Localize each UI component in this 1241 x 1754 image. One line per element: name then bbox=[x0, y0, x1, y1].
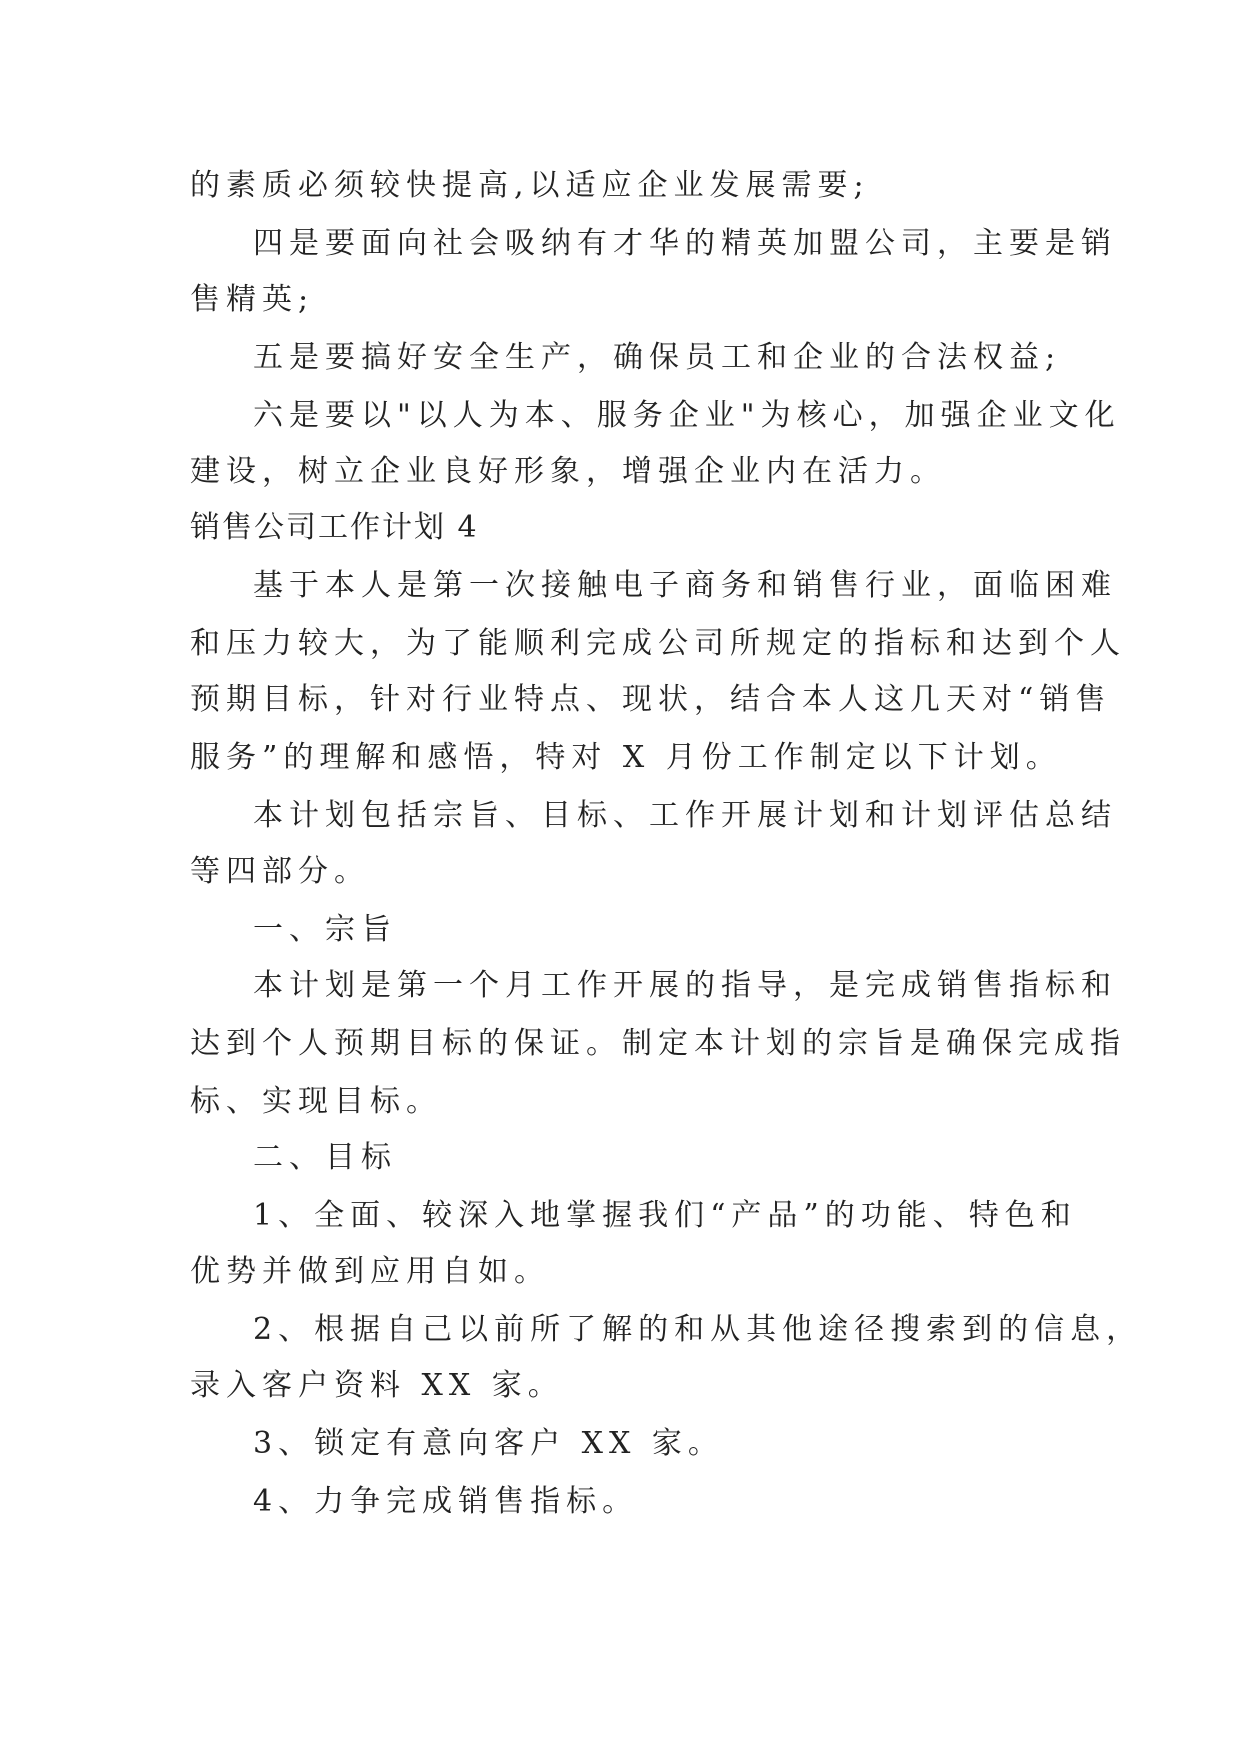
paragraph-line: 建设，树立企业良好形象，增强企业内在活力。 bbox=[190, 454, 946, 489]
paragraph-line: 本计划是第一个月工作开展的指导，是完成销售指标和 bbox=[253, 968, 1117, 1003]
paragraph-line: 四是要面向社会吸纳有才华的精英加盟公司，主要是销 bbox=[253, 226, 1117, 261]
paragraph-line: 六是要以"以人为本、服务企业"为核心，加强企业文化 bbox=[253, 398, 1121, 433]
list-item-line: 3、锁定有意向客户 XX 家。 bbox=[253, 1426, 724, 1461]
paragraph-line: 基于本人是第一次接触电子商务和销售行业，面临困难 bbox=[253, 568, 1117, 603]
paragraph-line: 服务”的理解和感悟，特对 X 月份工作制定以下计划。 bbox=[190, 740, 1062, 775]
section-title: 销售公司工作计划 4 bbox=[190, 510, 479, 545]
paragraph-line: 售精英; bbox=[190, 282, 315, 317]
paragraph-line: 达到个人预期目标的保证。制定本计划的宗旨是确保完成指 bbox=[190, 1026, 1126, 1061]
list-item-line: 2、根据自己以前所了解的和从其他途径搜索到的信息， bbox=[253, 1312, 1143, 1347]
paragraph-line: 五是要搞好安全生产，确保员工和企业的合法权益; bbox=[253, 340, 1062, 375]
list-item-line: 录入客户资料 XX 家。 bbox=[190, 1368, 564, 1403]
paragraph-line: 等四部分。 bbox=[190, 854, 370, 889]
list-item-line: 4、力争完成销售指标。 bbox=[253, 1484, 639, 1519]
list-item-line: 优势并做到应用自如。 bbox=[190, 1254, 550, 1289]
paragraph-line: 和压力较大，为了能顺利完成公司所规定的指标和达到个人 bbox=[190, 626, 1126, 661]
paragraph-line: 的素质必须较快提高,以适应企业发展需要; bbox=[190, 168, 870, 203]
paragraph-line: 本计划包括宗旨、目标、工作开展计划和计划评估总结 bbox=[253, 798, 1117, 833]
paragraph-line: 标、实现目标。 bbox=[190, 1084, 442, 1119]
list-item-line: 1、全面、较深入地掌握我们“产品”的功能、特色和 bbox=[253, 1198, 1077, 1233]
subsection-heading: 二、目标 bbox=[253, 1140, 397, 1175]
paragraph-line: 预期目标，针对行业特点、现状，结合本人这几天对“销售 bbox=[190, 682, 1112, 717]
subsection-heading: 一、宗旨 bbox=[253, 912, 397, 947]
